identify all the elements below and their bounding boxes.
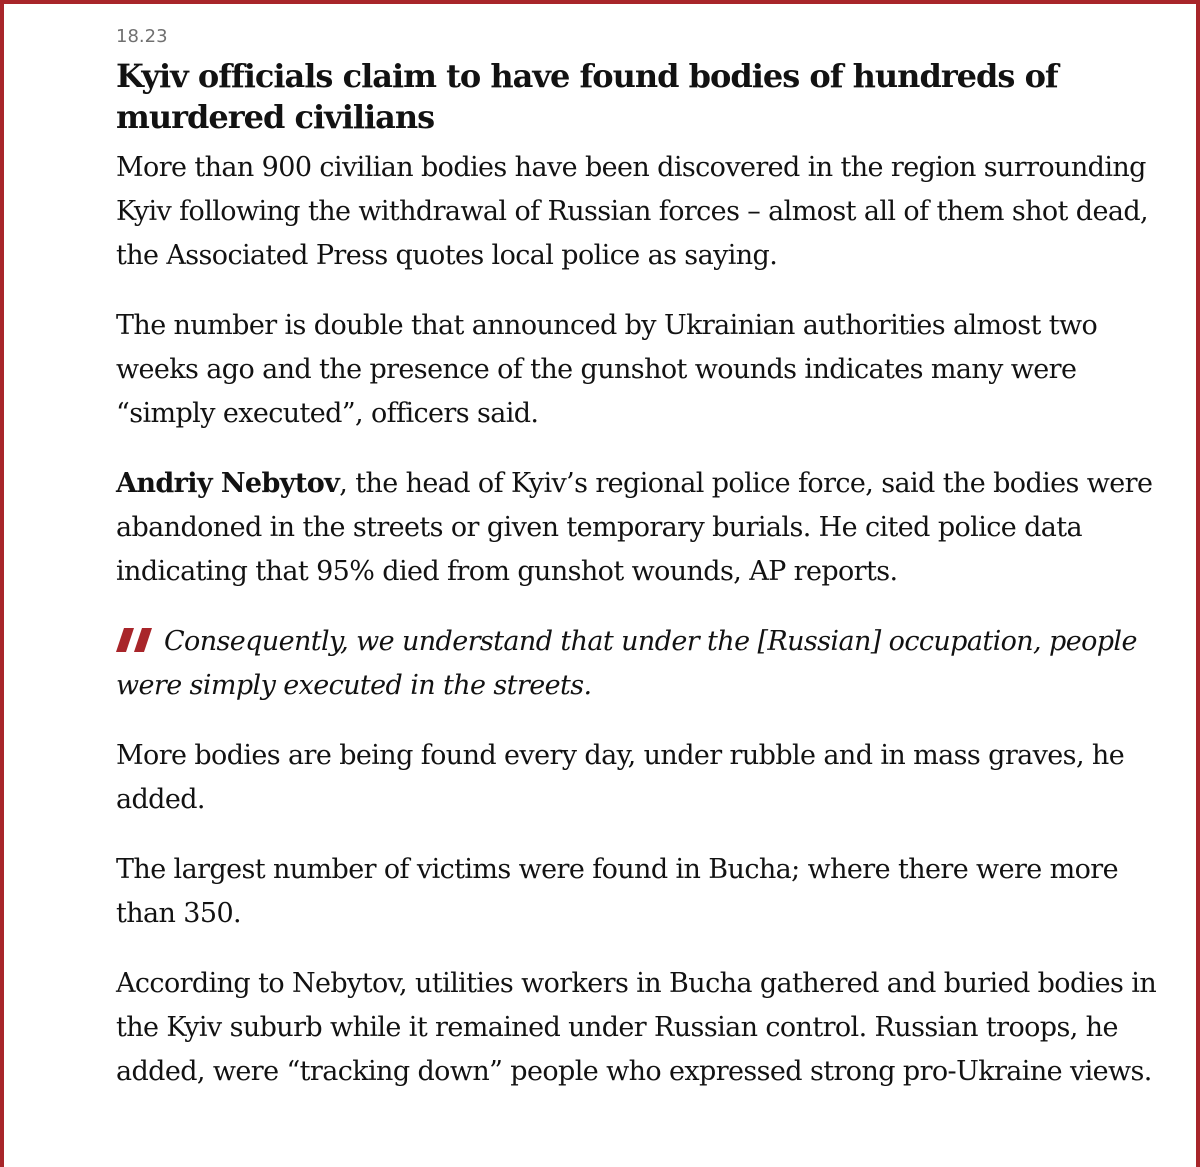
- quote-mark-icon: [116, 628, 156, 652]
- pull-quote-text: Consequently, we understand that under the [Russian] occupation, people were simply executed in the streets.: [116, 626, 1137, 701]
- post-timestamp: 18.23: [116, 26, 168, 47]
- person-name: Andriy Nebytov: [116, 468, 340, 499]
- paragraph-2: The number is double that announced by Ukrainian authorities almost two weeks ago and the presence of the gunshot wounds indicates many were “simply executed”, officers said.: [116, 310, 1098, 429]
- paragraph-1: More than 900 civilian bodies have been discovered in the region surrounding Kyiv following the withdrawal of Russian forces – almost all of them shot dead, the Associated Press quotes local police as saying.: [116, 152, 1149, 271]
- post-content: [116, 24, 1176, 1120]
- paragraph-5: The largest number of victims were found in Bucha; where there were more than 350.: [116, 854, 1118, 929]
- paragraph-6: According to Nebytov, utilities workers in Bucha gathered and buried bodies in the Kyiv suburb while it remained under Russian control. Russian troops, he added, were “tracking down” people who expressed strong pro-Ukraine views.: [116, 968, 1157, 1087]
- paragraph-4: More bodies are being found every day, under rubble and in mass graves, he added.: [116, 740, 1125, 815]
- pull-quote: [116, 620, 1176, 708]
- post-headline: Kyiv officials claim to have found bodies of hundreds of murdered civilians: [116, 57, 1058, 136]
- paragraph-3: [116, 462, 1176, 594]
- paragraph-3-text: , the head of Kyiv’s regional police force, said the bodies were abandoned in the streets or given temporary burials. He cited police data indicating that 95% died from gunshot wounds, AP reports.: [116, 468, 1153, 587]
